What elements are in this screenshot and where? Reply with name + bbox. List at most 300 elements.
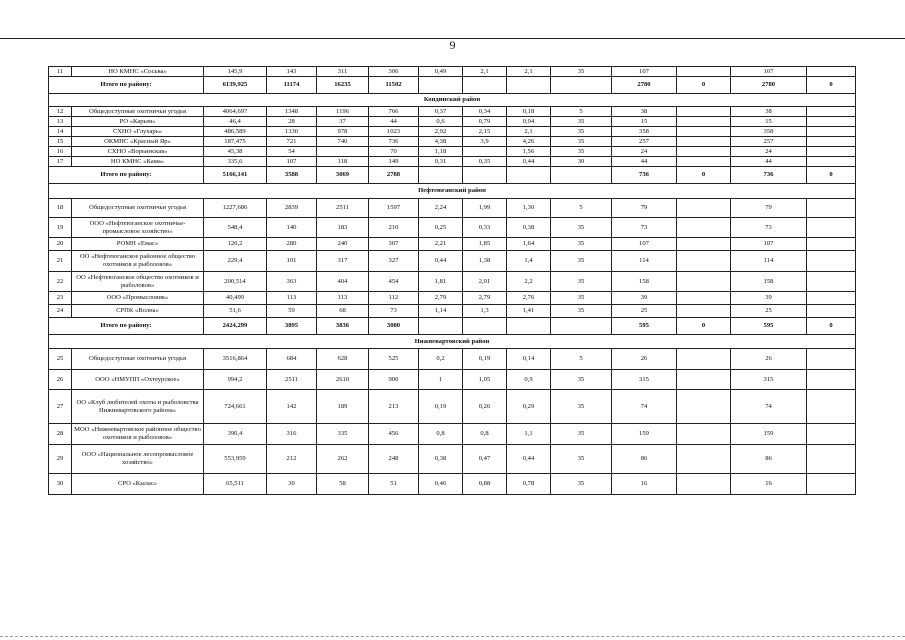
table-cell: 2511 <box>267 370 317 390</box>
total-cell: 736 <box>731 167 807 184</box>
table-cell <box>677 292 731 305</box>
table-cell: 0,33 <box>463 218 507 238</box>
table-cell <box>677 157 731 167</box>
table-cell: 553,959 <box>204 445 267 474</box>
table-cell: 311 <box>317 67 369 77</box>
table-cell: 978 <box>317 127 369 137</box>
table-cell: 0,46 <box>419 474 463 495</box>
row-number: 14 <box>49 127 72 137</box>
total-cell <box>463 318 507 335</box>
table-row <box>49 137 856 147</box>
table-cell: 724,661 <box>204 390 267 424</box>
table-cell: 335 <box>317 424 369 445</box>
table-cell: 327 <box>369 251 419 272</box>
table-cell: 59 <box>267 305 317 318</box>
table-cell: 212 <box>267 445 317 474</box>
table-cell: 2,21 <box>419 238 463 251</box>
table-cell <box>807 218 856 238</box>
table-cell: 0,78 <box>507 474 551 495</box>
table-row <box>49 238 856 251</box>
table-cell <box>807 147 856 157</box>
district-header-row <box>49 335 856 349</box>
table-cell <box>677 370 731 390</box>
table-cell: 2,1 <box>463 67 507 77</box>
table-cell: 0,25 <box>419 218 463 238</box>
table-row <box>49 349 856 370</box>
district-name: Нефтеюганский район <box>49 184 856 199</box>
total-cell <box>507 77 551 94</box>
table-cell <box>807 390 856 424</box>
table-cell: 1,38 <box>463 251 507 272</box>
table-cell <box>807 251 856 272</box>
table-cell: 2,1 <box>507 67 551 77</box>
total-cell <box>419 318 463 335</box>
table-cell <box>807 370 856 390</box>
table-cell: 86 <box>731 445 807 474</box>
table-cell: 0,2 <box>419 349 463 370</box>
table-cell: 35 <box>551 218 612 238</box>
table-cell: 0,44 <box>507 157 551 167</box>
table-cell: 1,30 <box>507 199 551 218</box>
user-name-cell: МОО «Нижневартовское районное общество охотников и рыболовов» <box>72 424 204 445</box>
user-name-cell: ООО «НМУПП «Охтеурское» <box>72 370 204 390</box>
total-cell: 0 <box>807 77 856 94</box>
table-cell: 456 <box>369 424 419 445</box>
row-number: 16 <box>49 147 72 157</box>
table-cell <box>807 349 856 370</box>
user-name-cell: ООО «Промысловик» <box>72 292 204 305</box>
table-cell: 142 <box>267 390 317 424</box>
district-total-row <box>49 167 856 184</box>
table-cell: 390,4 <box>204 424 267 445</box>
table-cell <box>807 137 856 147</box>
row-number: 29 <box>49 445 72 474</box>
table-cell: 1,56 <box>507 147 551 157</box>
total-cell: 595 <box>731 318 807 335</box>
table-row <box>49 424 856 445</box>
total-cell <box>551 77 612 94</box>
table-cell: 5 <box>551 107 612 117</box>
total-cell: 2424,299 <box>204 318 267 335</box>
table-cell: 4,26 <box>507 137 551 147</box>
table-cell: 2,92 <box>419 127 463 137</box>
table-cell: 143 <box>267 67 317 77</box>
total-cell: 736 <box>612 167 677 184</box>
table-cell: 68 <box>317 305 369 318</box>
table-cell: 736 <box>369 137 419 147</box>
table-cell: 2,1 <box>507 127 551 137</box>
district-name: Кондинский район <box>49 94 856 107</box>
table-cell <box>677 305 731 318</box>
table-cell: 40,499 <box>204 292 267 305</box>
table-cell: 35 <box>551 147 612 157</box>
table-cell: 15 <box>731 117 807 127</box>
table-cell: 51,6 <box>204 305 267 318</box>
total-cell <box>463 167 507 184</box>
table-cell: 16 <box>731 474 807 495</box>
table-cell <box>807 424 856 445</box>
table-cell: 262 <box>317 445 369 474</box>
row-number: 26 <box>49 370 72 390</box>
table-cell: 26 <box>731 349 807 370</box>
table-cell <box>807 157 856 167</box>
total-cell: 2788 <box>369 167 419 184</box>
user-name-cell: НО КМНС «Сосьва» <box>72 67 204 77</box>
table-cell: 306 <box>369 67 419 77</box>
table-cell: 159 <box>731 424 807 445</box>
table-cell: 0,34 <box>463 107 507 117</box>
user-name-cell: СХНО «Ворьинская» <box>72 147 204 157</box>
table-cell <box>677 238 731 251</box>
table-cell: 28 <box>267 117 317 127</box>
table-cell: 280 <box>267 238 317 251</box>
total-cell: 3080 <box>369 318 419 335</box>
row-number: 25 <box>49 349 72 370</box>
table-cell: 3,9 <box>463 137 507 147</box>
table-cell: 113 <box>317 292 369 305</box>
user-name-cell: НО КМНС «Кама» <box>72 157 204 167</box>
table-cell: 189 <box>317 390 369 424</box>
district-name: Нижневартовский район <box>49 335 856 349</box>
table-cell: 210 <box>369 218 419 238</box>
table-cell: 183 <box>317 218 369 238</box>
table-cell <box>807 127 856 137</box>
table-cell: 107 <box>612 67 677 77</box>
table-row <box>49 157 856 167</box>
table-cell: 35 <box>551 292 612 305</box>
table-cell: 30 <box>267 474 317 495</box>
table-cell: 0,8 <box>463 424 507 445</box>
quota-table <box>48 66 856 495</box>
row-number: 19 <box>49 218 72 238</box>
table-cell <box>677 67 731 77</box>
table-cell: 35 <box>551 67 612 77</box>
table-cell: 101 <box>267 251 317 272</box>
table-cell: 213 <box>369 390 419 424</box>
table-row <box>49 370 856 390</box>
footer-rule <box>0 636 905 637</box>
table-cell: 1227,686 <box>204 199 267 218</box>
user-name-cell: ОО «Клуб любителей охоты и рыболовства Нижневартовского района» <box>72 390 204 424</box>
table-cell: 0,14 <box>507 349 551 370</box>
table-row <box>49 272 856 292</box>
table-cell: 16 <box>612 474 677 495</box>
table-cell: 315 <box>731 370 807 390</box>
total-cell: 3588 <box>267 167 317 184</box>
table-cell: 2839 <box>267 199 317 218</box>
table-cell: 35 <box>551 474 612 495</box>
table-row <box>49 199 856 218</box>
total-cell: 2780 <box>612 77 677 94</box>
table-cell: 2,79 <box>419 292 463 305</box>
table-cell: 15 <box>612 117 677 127</box>
table-cell: 4,38 <box>419 137 463 147</box>
user-name-cell: ОКМНС «Красный Яр» <box>72 137 204 147</box>
table-cell: 114 <box>731 251 807 272</box>
table-cell: 149 <box>369 157 419 167</box>
table-cell: 257 <box>731 137 807 147</box>
table-cell: 0,31 <box>419 157 463 167</box>
table-cell: 1,64 <box>507 238 551 251</box>
table-cell: 86 <box>612 445 677 474</box>
table-row <box>49 292 856 305</box>
table-cell: 35 <box>551 424 612 445</box>
table-cell: 0,19 <box>419 390 463 424</box>
table-cell: 140 <box>267 218 317 238</box>
row-number: 15 <box>49 137 72 147</box>
table-row <box>49 218 856 238</box>
row-number: 11 <box>49 67 72 77</box>
table-cell: 26 <box>612 349 677 370</box>
total-cell: 0 <box>807 318 856 335</box>
table-cell: 525 <box>369 349 419 370</box>
table-cell: 38 <box>731 107 807 117</box>
user-name-cell: ООО «Национальное лесопромысловое хозяйство» <box>72 445 204 474</box>
table-cell <box>807 117 856 127</box>
row-number: 18 <box>49 199 72 218</box>
table-cell: 0,79 <box>463 117 507 127</box>
table-cell: 307 <box>369 238 419 251</box>
row-number: 23 <box>49 292 72 305</box>
table-cell <box>677 272 731 292</box>
table-cell: 0,9 <box>507 370 551 390</box>
table-row <box>49 127 856 137</box>
table-cell: 35 <box>551 238 612 251</box>
district-header-row <box>49 184 856 199</box>
table-cell <box>677 390 731 424</box>
table-cell: 30 <box>551 157 612 167</box>
table-cell: 1,85 <box>463 238 507 251</box>
table-cell: 37 <box>317 117 369 127</box>
row-number: 20 <box>49 238 72 251</box>
row-number: 30 <box>49 474 72 495</box>
table-cell: 1023 <box>369 127 419 137</box>
table-cell: 1,3 <box>463 305 507 318</box>
table-cell: 35 <box>551 370 612 390</box>
table-cell: 0,8 <box>419 424 463 445</box>
total-cell: 2780 <box>731 77 807 94</box>
table-cell <box>677 474 731 495</box>
table-cell: 994,2 <box>204 370 267 390</box>
table-cell: 118 <box>317 157 369 167</box>
total-cell: 16235 <box>317 77 369 94</box>
total-cell: 0 <box>677 318 731 335</box>
table-cell <box>807 305 856 318</box>
table-cell: 0,18 <box>507 107 551 117</box>
row-number: 21 <box>49 251 72 272</box>
table-cell: 35 <box>551 137 612 147</box>
table-cell: 107 <box>731 67 807 77</box>
user-name-cell: СРПК «Волна» <box>72 305 204 318</box>
table-cell: 0,29 <box>507 390 551 424</box>
user-name-cell: ОО «Нефтеюганское общество охотников и рыболовов» <box>72 272 204 292</box>
table-cell: 24 <box>612 147 677 157</box>
table-cell: 3516,864 <box>204 349 267 370</box>
total-cell: 0 <box>677 77 731 94</box>
table-cell: 1 <box>419 370 463 390</box>
table-cell: 0,26 <box>463 390 507 424</box>
total-cell: 11502 <box>369 77 419 94</box>
table-cell: 35 <box>551 445 612 474</box>
table-cell <box>807 107 856 117</box>
table-cell: 2,76 <box>507 292 551 305</box>
table-cell: 126,2 <box>204 238 267 251</box>
table-cell <box>677 424 731 445</box>
table-cell: 25 <box>612 305 677 318</box>
table-cell: 5 <box>551 349 612 370</box>
table-cell <box>807 238 856 251</box>
total-cell: 3069 <box>317 167 369 184</box>
user-name-cell: Общедоступные охотничьи угодья <box>72 199 204 218</box>
table-cell: 0,94 <box>507 117 551 127</box>
table-cell: 79 <box>731 199 807 218</box>
table-cell <box>807 474 856 495</box>
table-cell: 0,47 <box>463 445 507 474</box>
table-cell: 39 <box>731 292 807 305</box>
table-cell: 404 <box>317 272 369 292</box>
table-cell: 74 <box>612 390 677 424</box>
table-cell <box>677 445 731 474</box>
table-cell: 0,38 <box>507 218 551 238</box>
table-cell <box>677 117 731 127</box>
table-row <box>49 67 856 77</box>
table-cell: 1,18 <box>419 147 463 157</box>
table-cell: 316 <box>267 424 317 445</box>
table-cell: 1,81 <box>419 272 463 292</box>
table-cell: 70 <box>369 147 419 157</box>
row-number: 22 <box>49 272 72 292</box>
table-row <box>49 445 856 474</box>
table-cell: 0,19 <box>463 349 507 370</box>
user-name-cell: Общедоступные охотничьи угодья <box>72 349 204 370</box>
table-cell <box>463 147 507 157</box>
table-cell <box>677 127 731 137</box>
table-cell: 0,44 <box>507 445 551 474</box>
user-name-cell: РО «Карым» <box>72 117 204 127</box>
table-cell: 1196 <box>317 107 369 117</box>
table-cell: 35 <box>551 127 612 137</box>
total-cell <box>507 318 551 335</box>
table-cell: 721 <box>267 137 317 147</box>
table-cell: 46,4 <box>204 117 267 127</box>
table-cell <box>677 199 731 218</box>
total-cell: 0 <box>807 167 856 184</box>
table-cell <box>807 67 856 77</box>
table-cell: 112 <box>369 292 419 305</box>
row-number: 17 <box>49 157 72 167</box>
table-cell: 35 <box>551 251 612 272</box>
table-row <box>49 107 856 117</box>
table-cell <box>677 218 731 238</box>
table-cell: 159 <box>612 424 677 445</box>
row-number: 24 <box>49 305 72 318</box>
user-name-cell: ООО «Нефтеюганское охотничье-промысловое хозяйство» <box>72 218 204 238</box>
table-cell: 2,2 <box>507 272 551 292</box>
table-cell: 54 <box>267 147 317 157</box>
row-number: 13 <box>49 117 72 127</box>
table-cell: 51 <box>369 474 419 495</box>
table-cell: 1,99 <box>463 199 507 218</box>
table-cell: 1,4 <box>507 251 551 272</box>
table-cell: 58 <box>317 474 369 495</box>
district-header-row <box>49 94 856 107</box>
district-total-row <box>49 77 856 94</box>
table-cell: 73 <box>731 218 807 238</box>
table-cell: 113 <box>267 292 317 305</box>
table-cell: 0,88 <box>463 474 507 495</box>
table-cell <box>677 107 731 117</box>
table-cell <box>807 445 856 474</box>
table-cell: 2,79 <box>463 292 507 305</box>
table-cell <box>677 147 731 157</box>
table-row <box>49 305 856 318</box>
table-cell: 65,511 <box>204 474 267 495</box>
table-cell: 1,1 <box>507 424 551 445</box>
table-cell <box>677 349 731 370</box>
table-cell: 363 <box>267 272 317 292</box>
table-cell: 2,15 <box>463 127 507 137</box>
table-cell: 0,6 <box>419 117 463 127</box>
table-cell: 0,38 <box>419 445 463 474</box>
table-cell: 73 <box>369 305 419 318</box>
table-cell: 315 <box>612 370 677 390</box>
table-cell: 900 <box>369 370 419 390</box>
total-label: Итого по району: <box>49 77 204 94</box>
table-cell: 257 <box>612 137 677 147</box>
table-cell: 24 <box>731 147 807 157</box>
user-name-cell: СХНО «Глухарь» <box>72 127 204 137</box>
row-number: 27 <box>49 390 72 424</box>
table-cell: 35 <box>551 272 612 292</box>
table-cell: 107 <box>612 238 677 251</box>
table-cell: 740 <box>317 137 369 147</box>
table-row <box>49 390 856 424</box>
row-number: 28 <box>49 424 72 445</box>
table-cell: 2,01 <box>463 272 507 292</box>
table-cell: 35 <box>551 117 612 127</box>
total-cell: 3895 <box>267 318 317 335</box>
table-cell <box>807 272 856 292</box>
table-cell: 628 <box>317 349 369 370</box>
table-cell: 0,37 <box>419 107 463 117</box>
table-cell: 229,4 <box>204 251 267 272</box>
table-cell: 107 <box>731 238 807 251</box>
user-name-cell: Общедоступные охотничьи угодья <box>72 107 204 117</box>
user-name-cell: РОМН «Емас» <box>72 238 204 251</box>
table-cell: 35 <box>551 305 612 318</box>
total-cell <box>551 318 612 335</box>
table-cell: 486,589 <box>204 127 267 137</box>
table-cell: 766 <box>369 107 419 117</box>
table-cell: 358 <box>731 127 807 137</box>
total-cell: 6139,925 <box>204 77 267 94</box>
table-cell: 0,44 <box>419 251 463 272</box>
table-cell: 44 <box>612 157 677 167</box>
table-cell: 1,41 <box>507 305 551 318</box>
table-cell: 548,4 <box>204 218 267 238</box>
user-name-cell: ОО «Нефтеюганское районное общество охотников и рыболовов» <box>72 251 204 272</box>
table-cell: 44 <box>731 157 807 167</box>
table-cell: 79 <box>612 199 677 218</box>
table-cell: 1597 <box>369 199 419 218</box>
table-row <box>49 251 856 272</box>
user-name-cell: СРО «Кылас» <box>72 474 204 495</box>
table-cell: 240 <box>317 238 369 251</box>
table-cell: 1330 <box>267 127 317 137</box>
total-cell <box>463 77 507 94</box>
table-cell: 5 <box>551 199 612 218</box>
table-cell: 187,475 <box>204 137 267 147</box>
